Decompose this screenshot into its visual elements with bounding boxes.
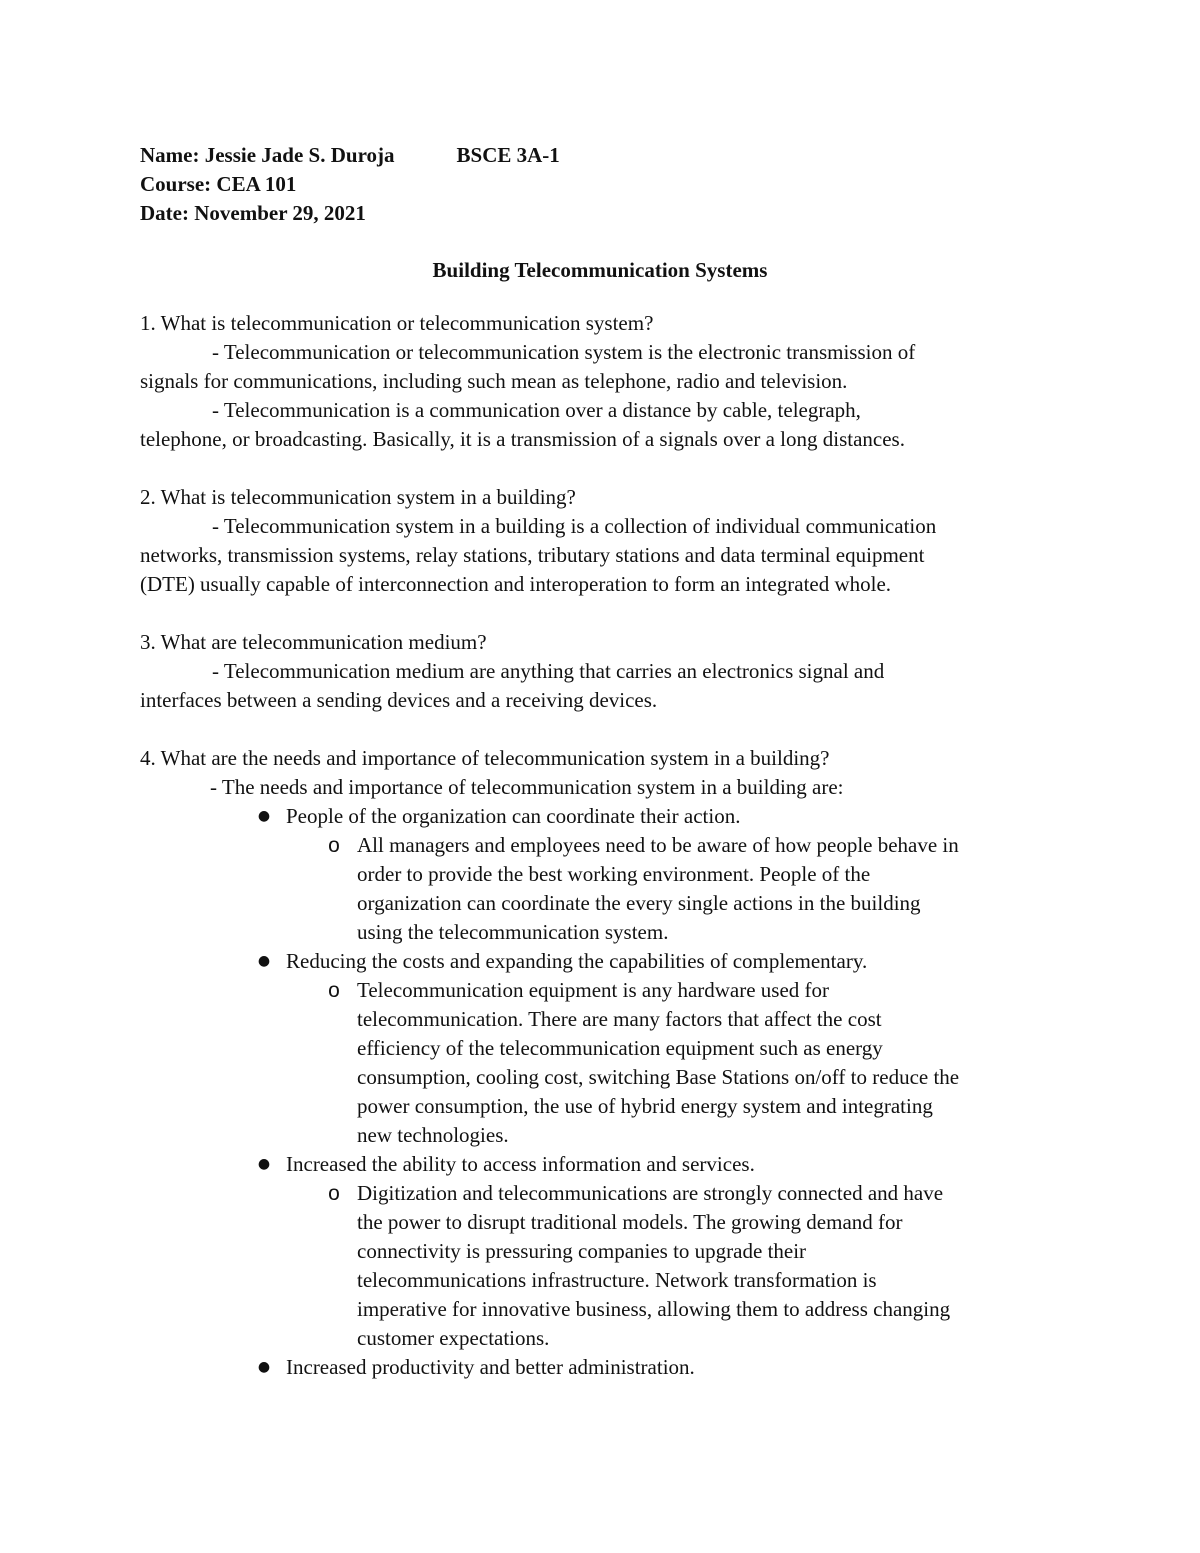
course-line: Course: CEA 101 — [140, 172, 297, 196]
sub-bullet-3-line-3: connectivity is pressuring companies to upgrade their — [357, 1239, 807, 1263]
bullet-text: People of the organization can coordinate their action. — [286, 804, 741, 828]
sub-bullet-2-line-2: telecommunication. There are many factors that affect the cost — [357, 1007, 882, 1031]
sub-bullet-icon: o — [328, 979, 340, 1002]
student-name: Name: Jessie Jade S. Duroja — [140, 143, 395, 167]
answer-2-line-3: (DTE) usually capable of interconnection and interoperation to form an integrated whole. — [140, 572, 892, 596]
bullet-icon: ● — [257, 808, 271, 824]
question-3: 3. What are telecommunication medium? — [140, 630, 487, 654]
answer-1a-line-2: signals for communications, including such mean as telephone, radio and television. — [140, 369, 848, 393]
bullet-text: Increased the ability to access information and services. — [286, 1152, 755, 1176]
answer-3-line-1: - Telecommunication medium are anything that carries an electronics signal and — [212, 659, 885, 683]
sub-bullet-1-line-4: using the telecommunication system. — [357, 920, 669, 944]
sub-bullet-1-line-3: organization can coordinate the every single actions in the building — [357, 891, 921, 915]
sub-bullet-3-line-1 — [140, 1179, 1060, 1208]
sub-bullet-2-line-1 — [140, 976, 1060, 1005]
sub-bullet-text: Digitization and telecommunications are strongly connected and have — [357, 1181, 944, 1205]
sub-bullet-2-line-4: consumption, cooling cost, switching Base Stations on/off to reduce the — [357, 1065, 960, 1089]
sub-bullet-3-line-6: customer expectations. — [357, 1326, 550, 1350]
answer-1a-line-1: - Telecommunication or telecommunication system is the electronic transmission of — [212, 340, 916, 364]
question-4: 4. What are the needs and importance of telecommunication system in a building? — [140, 746, 830, 770]
answer-1b-line-1: - Telecommunication is a communication over a distance by cable, telegraph, — [212, 398, 861, 422]
bullet-item-3 — [140, 1150, 1060, 1179]
student-section: BSCE 3A-1 — [456, 143, 560, 167]
sub-bullet-2-line-5: power consumption, the use of hybrid energy system and integrating — [357, 1094, 933, 1118]
date-line: Date: November 29, 2021 — [140, 201, 366, 225]
bullet-icon: ● — [257, 1156, 271, 1172]
answer-3-line-2: interfaces between a sending devices and a receiving devices. — [140, 688, 658, 712]
sub-bullet-text: Telecommunication equipment is any hardware used for — [357, 978, 830, 1002]
question-1: 1. What is telecommunication or telecommunication system? — [140, 311, 654, 335]
bullet-item-4 — [140, 1353, 1060, 1382]
name-line — [140, 141, 1040, 170]
answer-2-line-2: networks, transmission systems, relay stations, tributary stations and data terminal equipment — [140, 543, 925, 567]
sub-bullet-1-line-1 — [140, 831, 1060, 860]
sub-bullet-2-line-6: new technologies. — [357, 1123, 509, 1147]
document-header — [140, 141, 1040, 228]
bullet-text: Reducing the costs and expanding the capabilities of complementary. — [286, 949, 868, 973]
sub-bullet-1-line-2: order to provide the best working environment. People of the — [357, 862, 871, 886]
bullet-text: Increased productivity and better administration. — [286, 1355, 695, 1379]
sub-bullet-3-line-2: the power to disrupt traditional models. The growing demand for — [357, 1210, 903, 1234]
bullet-icon: ● — [257, 1359, 271, 1375]
bullet-item-2 — [140, 947, 1060, 976]
sub-bullet-3-line-4: telecommunications infrastructure. Network transformation is — [357, 1268, 877, 1292]
answer-1b-line-2: telephone, or broadcasting. Basically, it is a transmission of a signals over a long distances. — [140, 427, 905, 451]
sub-bullet-2-line-3: efficiency of the telecommunication equipment such as energy — [357, 1036, 883, 1060]
sub-bullet-icon: o — [328, 834, 340, 857]
answer-4-intro: - The needs and importance of telecommunication system in a building are: — [210, 775, 844, 799]
sub-bullet-icon: o — [328, 1182, 340, 1205]
bullet-item-1 — [140, 802, 1060, 831]
sub-bullet-3-line-5: imperative for innovative business, allowing them to address changing — [357, 1297, 951, 1321]
question-2: 2. What is telecommunication system in a building? — [140, 485, 576, 509]
sub-bullet-text: All managers and employees need to be aware of how people behave in — [357, 833, 959, 857]
bullet-icon: ● — [257, 953, 271, 969]
document-body — [140, 309, 1060, 1382]
answer-2-line-1: - Telecommunication system in a building is a collection of individual communication — [212, 514, 937, 538]
document-title: Building Telecommunication Systems — [432, 258, 768, 282]
